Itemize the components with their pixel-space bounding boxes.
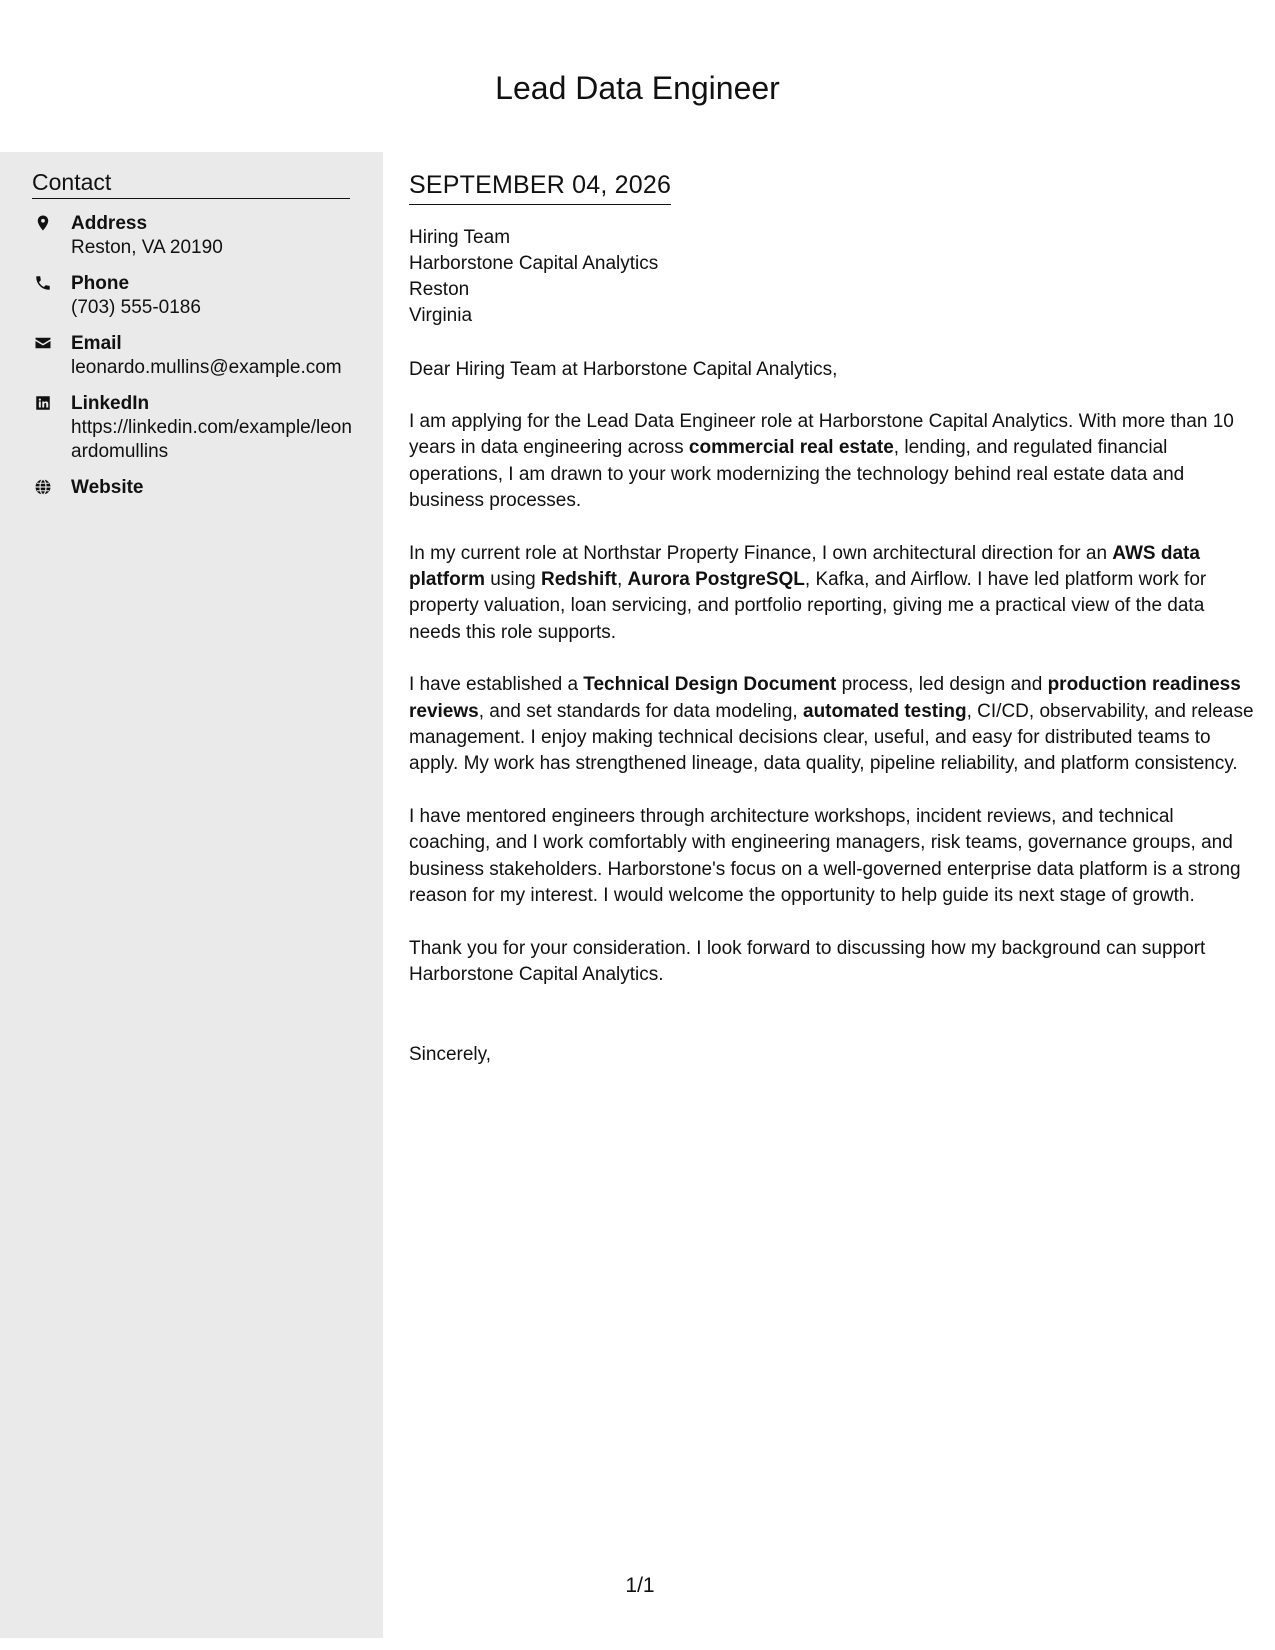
letter-paragraph: [409, 409, 1254, 515]
address-value: Reston, VA 20190: [71, 237, 223, 258]
paragraph-text: , lending, and regulated financial operations, I am drawn to your work modernizing the technology behind real estate data and business processes.: [409, 437, 1185, 512]
contact-label: Address: [71, 213, 148, 234]
letter-paragraph: [409, 541, 1254, 647]
bold-text: Aurora PostgreSQL: [627, 569, 805, 591]
recipient-line: Harborstone Capital Analytics: [409, 253, 659, 274]
contact-item-email: [32, 332, 352, 380]
page-title: Lead Data Engineer: [495, 70, 780, 106]
letter-paragraphs: [409, 409, 1254, 988]
paragraph-text: using: [485, 569, 541, 591]
phone-value: (703) 555-0186: [71, 297, 201, 318]
paragraph-text: In my current role at Northstar Property Finance, I own architectural direction for an: [409, 542, 1113, 564]
bold-text: automated testing: [803, 700, 967, 722]
contact-label: Website: [71, 477, 144, 498]
bold-text: production readiness reviews: [409, 674, 1241, 722]
contact-label: LinkedIn: [71, 393, 150, 414]
contact-list: [32, 212, 352, 512]
contact-heading: Contact: [32, 168, 350, 199]
letter-date: SEPTEMBER 04, 2026: [409, 168, 671, 205]
letter-body: [409, 168, 1254, 1068]
page-number: 1/1: [625, 1574, 655, 1597]
paragraph-text: , and set standards for data modeling,: [478, 700, 803, 722]
letter-paragraph: [409, 804, 1254, 910]
bold-text: Technical Design Document: [583, 674, 837, 696]
paragraph-text: process, led design and: [836, 674, 1048, 696]
contact-item-phone: [32, 272, 352, 320]
map-pin-icon: [34, 214, 52, 232]
letter-paragraph: [409, 936, 1254, 989]
paragraph-text: ,: [616, 569, 628, 591]
contact-label: Phone: [71, 273, 130, 294]
linkedin-icon: [34, 394, 52, 412]
phone-icon: [34, 274, 52, 292]
recipient-line: Reston: [409, 279, 470, 300]
email-value[interactable]: leonardo.mullins@example.com: [71, 357, 342, 378]
contact-label: Email: [71, 333, 122, 354]
paragraph-text: I have mentored engineers through architecture workshops, incident reviews, and technical coaching, and I work comfortably with engineering managers, risk teams, governance groups, and business stakeholders. Harborstone's focus on a well-governed enterprise data platform is a strong reason for my interest. I would welcome the opportunity to help guide its next stage of growth.: [409, 805, 1241, 907]
closing: Sincerely,: [409, 1044, 492, 1066]
paragraph-text: , CI/CD, observability, and release management. I enjoy making technical decisions clear, useful, and easy for distributed teams to apply. My work has strengthened lineage, data quality, pipeline reliability, and platform consistency.: [409, 700, 1254, 775]
salutation: Dear Hiring Team at Harborstone Capital Analytics,: [409, 359, 838, 380]
letter-paragraph: [409, 672, 1254, 778]
paragraph-text: I have established a: [409, 674, 584, 696]
recipient-block: [409, 225, 1254, 329]
contact-item-linkedin: [32, 392, 352, 464]
paragraph-text: , Kafka, and Airflow. I have led platform work for property valuation, loan servicing, and portfolio reporting, giving me a practical view of the data needs this role supports.: [409, 569, 1207, 643]
bold-text: AWS data platform: [409, 542, 1200, 591]
globe-icon: [34, 478, 52, 496]
contact-item-website: [32, 476, 352, 500]
envelope-icon: [34, 334, 52, 352]
contact-item-address: [32, 212, 352, 260]
paragraph-text: Thank you for your consideration. I look forward to discussing how my background can support Harborstone Capital Analytics.: [409, 937, 1206, 985]
linkedin-value[interactable]: https://linkedin.com/example/leonardomullins: [71, 417, 352, 462]
bold-text: commercial real estate: [688, 437, 894, 459]
bold-text: Redshift: [540, 569, 617, 591]
recipient-line: Hiring Team: [409, 227, 511, 248]
paragraph-text: I am applying for the Lead Data Engineer role at Harborstone Capital Analytics. With more than 10 years in data engineering across: [409, 411, 1234, 459]
recipient-line: Virginia: [409, 305, 473, 326]
